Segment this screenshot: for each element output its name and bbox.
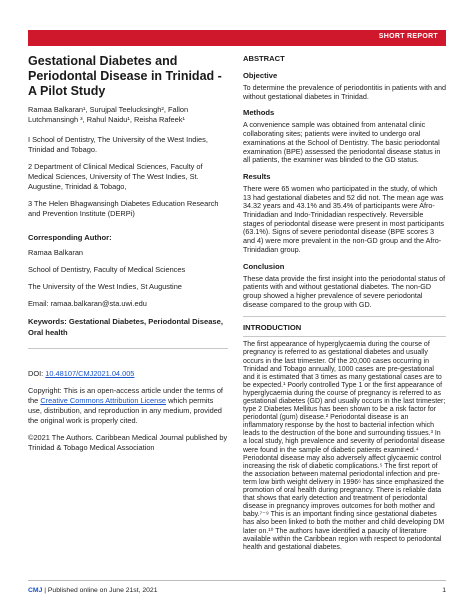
article-type-banner: [28, 30, 446, 46]
corresponding-author-email[interactable]: Email: ramaa.balkaran@sta.uwi.edu: [28, 299, 147, 308]
affiliation-1: I School of Dentistry, The University of the West Indies, Trinidad and Tobago.: [28, 135, 208, 154]
copyright-text-before: Copyright: This is an open-access article under the terms of the: [28, 386, 223, 405]
doi-link[interactable]: 10.48107/CMJ2021.04.005: [45, 369, 135, 378]
article-title: Gestational Diabetes and Periodontal Disease in Trinidad - A Pilot Study: [28, 54, 222, 98]
corresponding-author-name: Ramaa Balkaran: [28, 248, 84, 257]
left-column: [28, 54, 228, 460]
copyright-notice: [28, 386, 228, 426]
methods-text: A convenience sample was obtained from antenatal clinic collaborating sites; patients were invited to undergo oral examinations at the School of Dentistry. The basic periodontal examination (BPE) assessed the periodontal disease status in all patients, the examiner was blinded to the GD status.: [243, 120, 441, 165]
copyright-text-after: which permits use, distribution, and reproduction in any medium, provided the original work is properly cited.: [28, 396, 222, 425]
divider: [28, 348, 228, 349]
objective-heading: Objective: [243, 71, 278, 80]
introduction-text: The first appearance of hyperglycaemia during the course of pregnancy is referred to as gestational diabetes and usually occurs in the last trimester. Of the 20,000 cases occurring in Trinidad and Tobago annually, 1000 cases are pre-gestational and it is estimated that 3 times as many gestational cases are to be expected.¹ Poorly controlled Type 1 or the first appearance of hyperglycaemia during the course of pregnancy is referred to as gestational diabetes (GD) and usually occurs in the last trimester; type 2 Diabetes Mellitus has been shown to be a risk factor for periodontal (gum) disease.² Periodontal disease is an inflammatory response by the host to bacterial infection which leads to the destruction of the bone and surrounding tissues.³ In a local study, high prevalence and severity of periodontal disease were found in the sample of diabetic patients examined.⁴ Periodontal disease may also adversely affect glycaemic control increasing the risk of diabetic complications.⁵ The first report of the association between maternal periodontal infection and pre-term low birth weight delivery in 1996⁶ has since emphasized the promotion of oral health during pregnancy. There is reliable data that shows that early detection and treatment of periodontal disease in pregnancy improves outcomes for both mother and baby.⁷⁻⁹ This is an important finding since gestational diabetes has also been linked to both the mother and child developing DM later on.¹⁰ The authors have identified a paucity of literature available within the Caribbean region with respect to periodontal health and gestational diabetes.: [243, 341, 446, 551]
doi-line: [28, 369, 228, 379]
methods-heading: Methods: [243, 108, 275, 118]
page-number: 1: [442, 587, 446, 594]
article-type-label: SHORT REPORT: [378, 33, 438, 40]
corresponding-author-institution: The University of the West Indies, St Augustine: [28, 282, 182, 291]
results-text: There were 65 women who participated in the study, of which 13 had gestational diabetes and 52 did not. The mean age was 34.32 years and 43.1% and 35.4% of participants were Afro-Trinidadian and Indo-Trinidadian respectively. Reversible stages of periodontal disease were present in most participants (63.1%). Signs of severe periodontal disease (BPE scores 3 and 4) were more prevalent in the non-GD group and the Afro-Trinidadian group.: [243, 183, 444, 254]
license-link[interactable]: Creative Commons Attribution License: [40, 396, 167, 405]
conclusion-text: These data provide the first insight into the periodontal status of patients with and without gestational diabetes. The non-GD group showed a higher prevalence of severe periodontal disease compared to the group with GD.: [243, 273, 446, 309]
divider: [243, 336, 446, 337]
affiliation-2: 2 Department of Clinical Medical Sciences, Faculty of Medical Sciences, University of The West Indies, St. Augustine, Trinidad & Tobago,: [28, 162, 203, 191]
results-heading: Results: [243, 171, 271, 181]
introduction-heading: INTRODUCTION: [243, 323, 302, 333]
divider: [243, 316, 446, 317]
objective-text: To determine the prevalence of periodontitis in patients with and without gestational diabetes in Trinidad.: [243, 83, 446, 101]
conclusion-heading: Conclusion: [243, 261, 285, 271]
right-column: [243, 54, 446, 559]
publisher-notice: ©2021 The Authors. Caribbean Medical Journal published by Trinidad & Tobago Medical Association: [28, 433, 228, 452]
affiliation-3: 3 The Helen Bhagwansingh Diabetes Education Research and Prevention Institute (DERPi): [28, 199, 219, 218]
corresponding-author-heading: Corresponding Author:: [28, 233, 112, 242]
keywords: Keywords: Gestational Diabetes, Periodontal Disease, Oral health: [28, 317, 223, 337]
doi-prefix: DOI:: [28, 369, 46, 378]
footer-divider: [28, 580, 446, 581]
author-list: Ramaa Balkaran¹, Surujpal Teelucksingh², Fallon Lutchmansingh ³, Rahul Naidu¹, Reisha Rafeek¹: [28, 105, 189, 124]
page-footer: [28, 587, 446, 594]
corresponding-author-dept: School of Dentistry, Faculty of Medical Sciences: [28, 265, 186, 274]
journal-abbrev-link[interactable]: CMJ: [28, 587, 43, 594]
published-date: | Published online on June 21st, 2021: [42, 587, 158, 594]
abstract-heading: ABSTRACT: [243, 54, 285, 63]
